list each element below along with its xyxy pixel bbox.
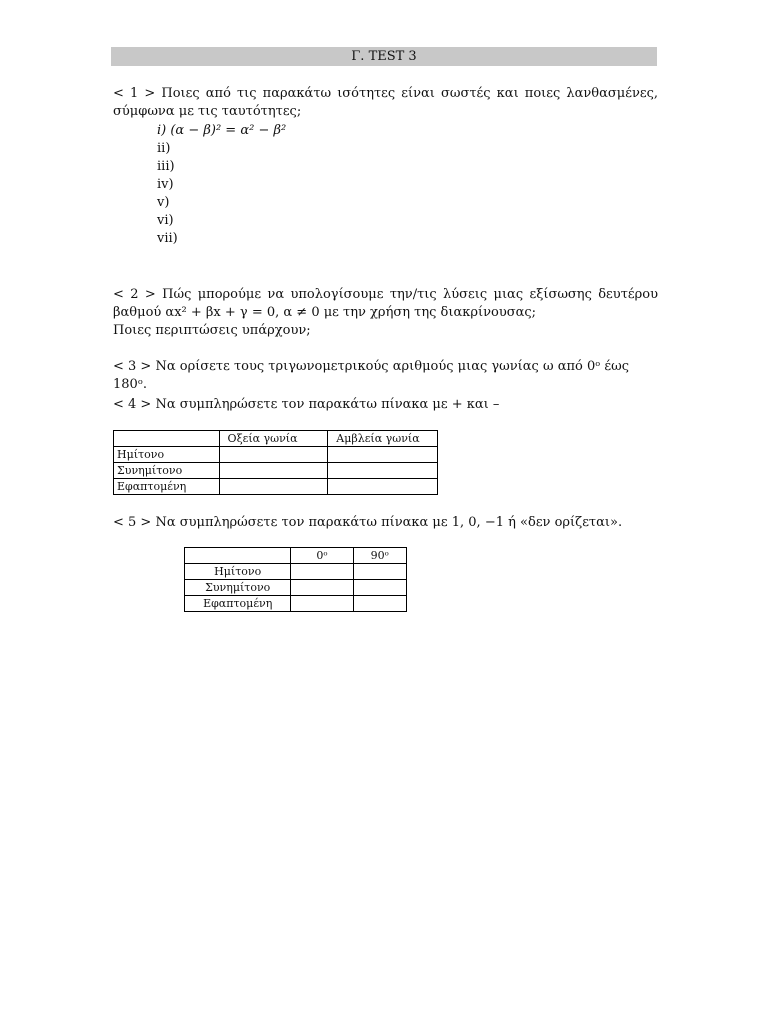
table-header-row (185, 548, 407, 564)
row-label: Ημίτονο (114, 447, 220, 463)
q1-item-ii: ii) (157, 141, 171, 156)
q5-values-table (184, 547, 407, 612)
table-row (185, 580, 407, 596)
q1-item-v: v) (157, 195, 170, 210)
q1-text-line1: < 1 > Ποιες από τις παρακάτω ισότητες είναι σωστές και ποιες λανθασμένες, (113, 86, 658, 101)
q4-text: < 4 > Να συμπληρώσετε τον παρακάτω πίνακα με + και – (113, 397, 500, 412)
row-label: Συνημίτονο (114, 463, 220, 479)
q1-text-line2: σύμφωνα με τις ταυτότητες; (113, 104, 302, 119)
answer-cell[interactable] (291, 564, 353, 580)
table-header-cell (185, 548, 291, 564)
answer-cell[interactable] (219, 479, 328, 495)
table-row (185, 564, 407, 580)
answer-cell[interactable] (291, 580, 353, 596)
answer-cell[interactable] (219, 447, 328, 463)
answer-cell[interactable] (219, 463, 328, 479)
page-title: Γ. TEST 3 (111, 47, 657, 66)
table-header-cell: Οξεία γωνία (219, 431, 328, 447)
answer-cell[interactable] (328, 479, 438, 495)
table-row (114, 479, 438, 495)
table-header-cell: Αμβλεία γωνία (328, 431, 438, 447)
table-row (114, 447, 438, 463)
q3-text: < 3 > Να ορίσετε τους τριγωνομετρικούς αριθμούς μιας γωνίας ω από 0ᵒ έως 180ᵒ. (113, 359, 630, 392)
q1-item-i: i) (α − β)² = α² − β² (157, 123, 287, 138)
table-row (185, 596, 407, 612)
table-header-cell: 90ᵒ (353, 548, 406, 564)
answer-cell[interactable] (291, 596, 353, 612)
q2-line3: Ποιες περιπτώσεις υπάρχουν; (113, 323, 311, 338)
q2-line1: < 2 > Πώς μπορούμε να υπολογίσουμε την/τις λύσεις μιας εξίσωσης δευτέρου (113, 287, 658, 302)
table-header-cell (114, 431, 220, 447)
q1-item-iv: iv) (157, 177, 174, 192)
row-label: Εφαπτομένη (114, 479, 220, 495)
q4-sign-table (113, 430, 438, 495)
q5-text: < 5 > Να συμπληρώσετε τον παρακάτω πίνακα με 1, 0, −1 ή «δεν ορίζεται». (113, 515, 623, 530)
answer-cell[interactable] (353, 580, 406, 596)
row-label: Ημίτονο (185, 564, 291, 580)
answer-cell[interactable] (328, 447, 438, 463)
row-label: Συνημίτονο (185, 580, 291, 596)
table-header-row (114, 431, 438, 447)
q2-line2: βαθμού αx² + βx + γ = 0, α ≠ 0 με την χρήση της διακρίνουσας; (113, 305, 537, 320)
answer-cell[interactable] (353, 596, 406, 612)
row-label: Εφαπτομένη (185, 596, 291, 612)
table-row (114, 463, 438, 479)
answer-cell[interactable] (353, 564, 406, 580)
q1-item-vii: vii) (157, 231, 178, 246)
answer-cell[interactable] (328, 463, 438, 479)
q1-item-vi: vi) (157, 213, 174, 228)
q1-item-iii: iii) (157, 159, 175, 174)
table-header-cell: 0ᵒ (291, 548, 353, 564)
